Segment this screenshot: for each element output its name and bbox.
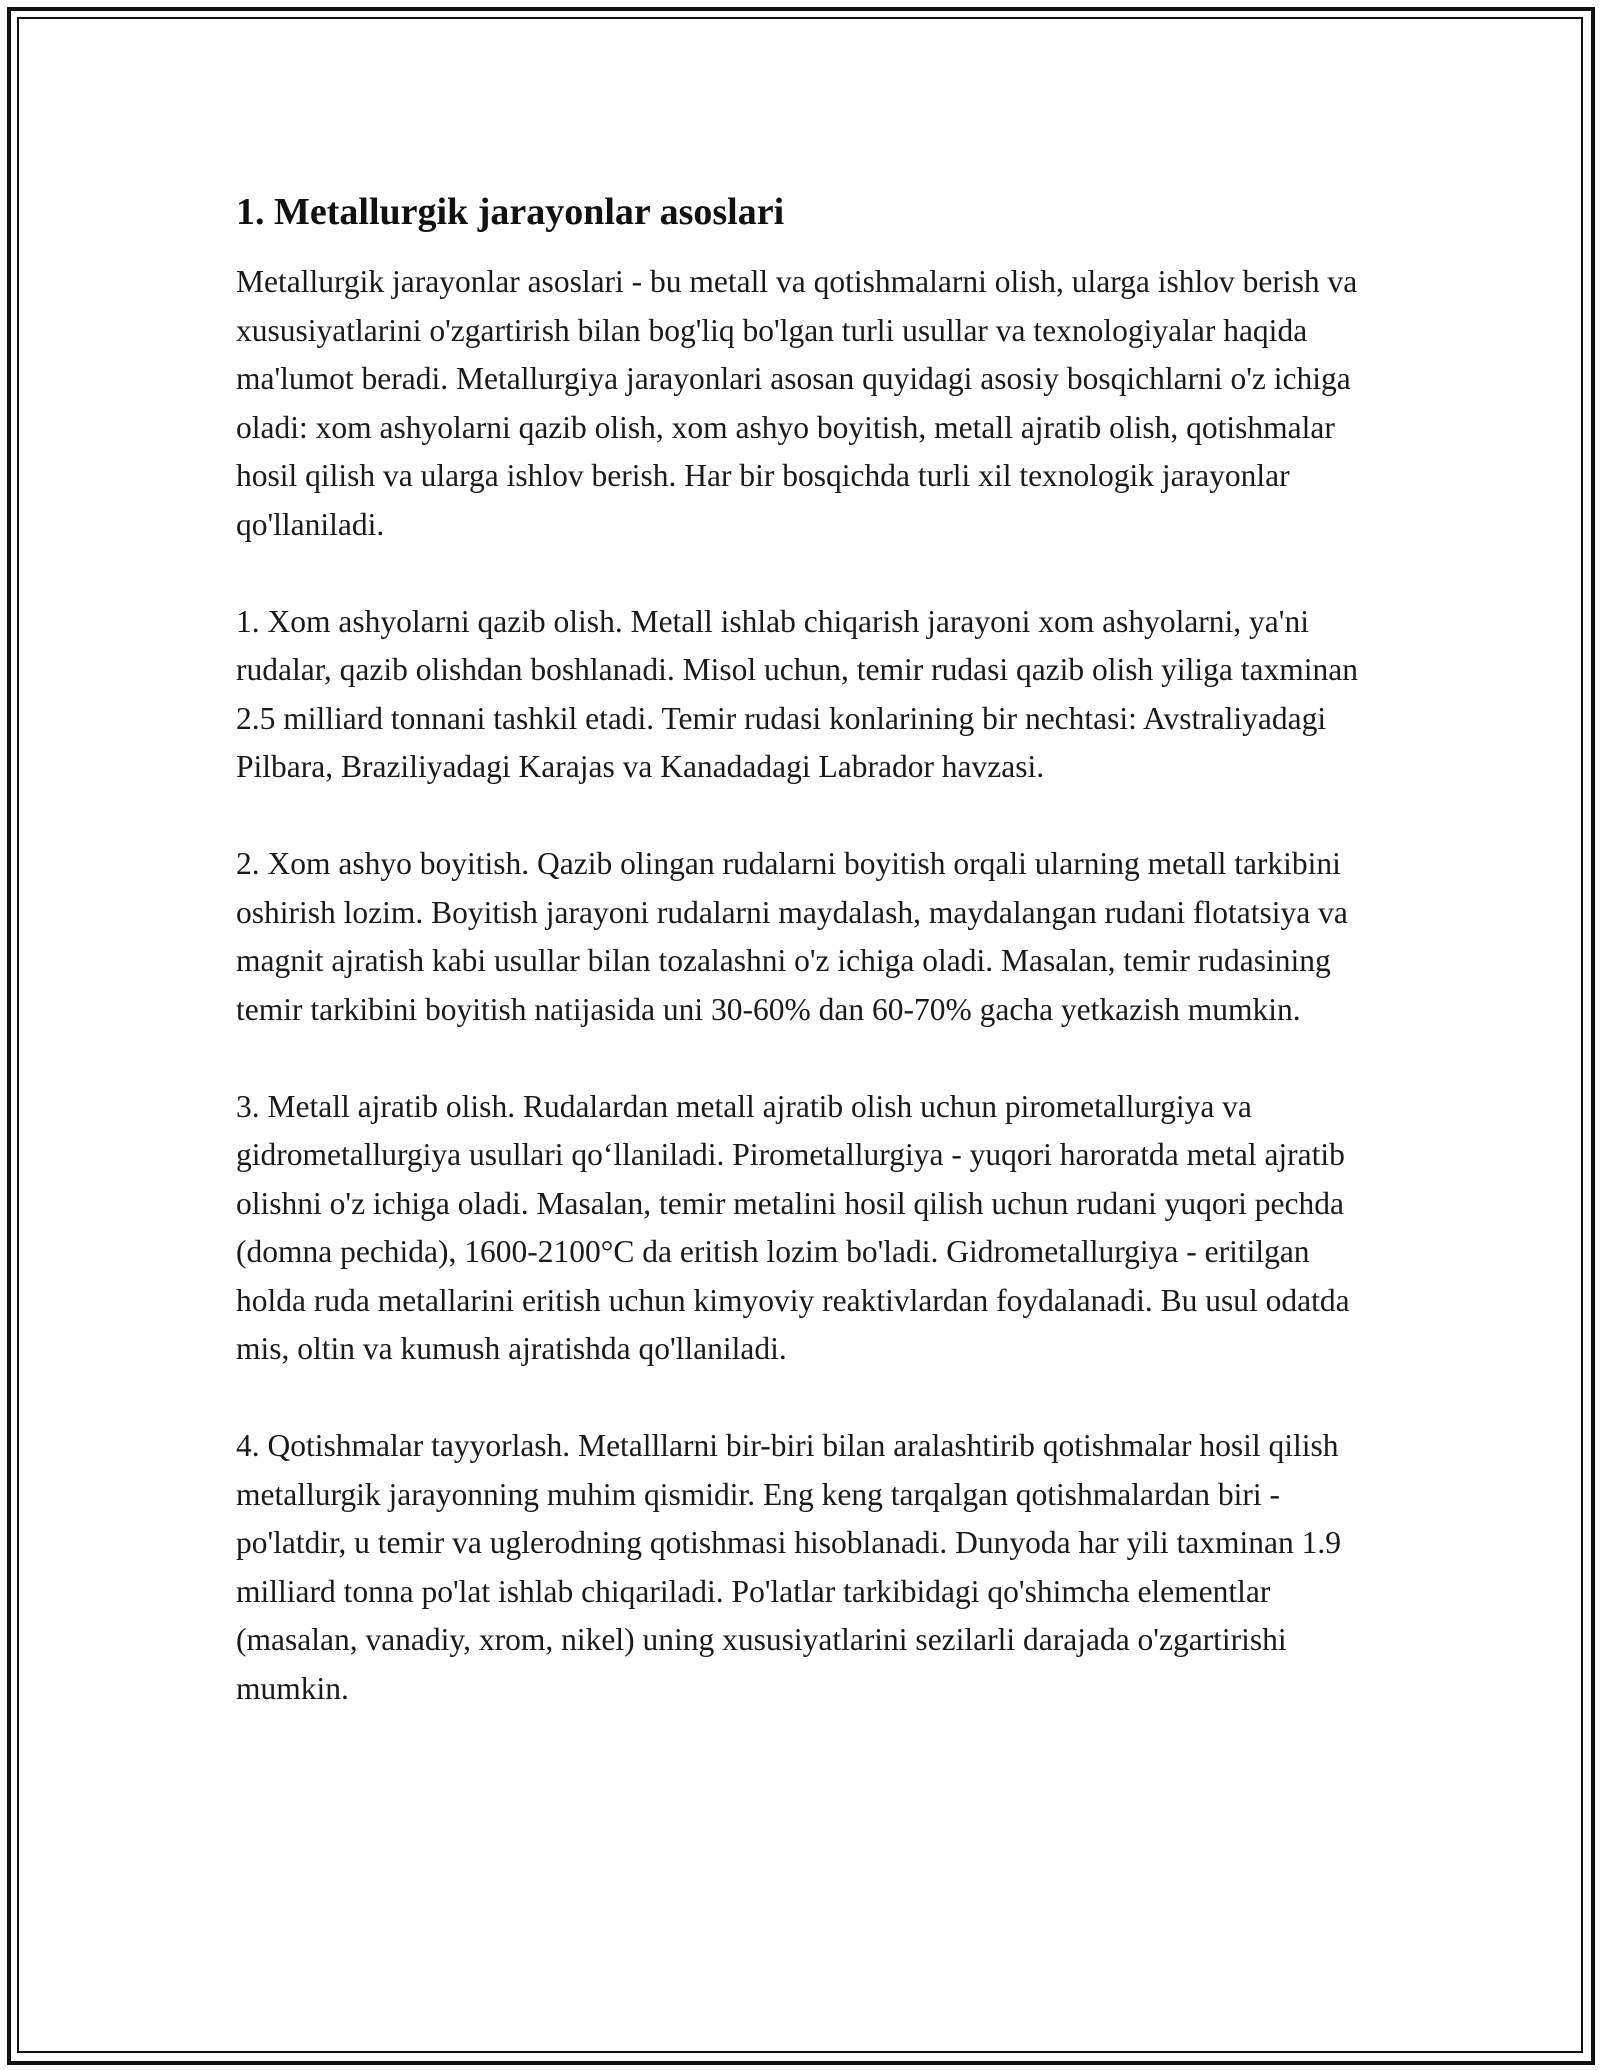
intro-paragraph: Metallurgik jarayonlar asoslari - bu metall va qotishmalarni olish, ularga ishlov berish va xususiyatlarini o'zgartirish bilan bog'liq bo'lgan turli usullar va texnologiyalar haqida ma'lumot beradi. Metallurgiya jarayonlari asosan quyidagi asosiy bosqichlarni o'z ichiga oladi: xom ashyolarni qazib olish, xom ashyo boyitish, metall ajratib olish, qotishmalar hosil qilish va ularga ishlov berish. Har bir bosqichda turli xil texnologik jarayonlar qo'llaniladi. (236, 264, 1358, 542)
document-body (236, 186, 1376, 1762)
section-heading: 1. Metallurgik jarayonlar asoslari (236, 191, 785, 233)
paragraph-raw-material-extraction: 1. Xom ashyolarni qazib olish. Metall ishlab chiqarish jarayoni xom ashyolarni, ya'ni rudalar, qazib olishdan boshlanadi. Misol uchun, temir rudasi qazib olish yiliga taxminan 2.5 milliard tonnani tashkil etadi. Temir rudasi konlarining bir nechtasi: Avstraliyadagi Pilbara, Braziliyadagi Karajas va Kanadadagi Labrador havzasi. (236, 603, 1359, 784)
paragraph-ore-beneficiation: 2. Xom ashyo boyitish. Qazib olingan rudalarni boyitish orqali ularning metall tarkibini oshirish lozim. Boyitish jarayoni rudalarni maydalash, maydalangan rudani flotatsiya va magnit ajratish kabi usullar bilan tozalashni o'z ichiga oladi. Masalan, temir rudasining temir tarkibini boyitish natijasida uni 30-60% dan 60-70% gacha yetkazish mumkin. (236, 846, 1348, 1027)
paragraph-metal-extraction: 3. Metall ajratib olish. Rudalardan metall ajratib olish uchun pirometallurgiya va gidrometallurgiya usullari qo‘llaniladi. Pirometallurgiya - yuqori haroratda metal ajratib olishni o'z ichiga oladi. Masalan, temir metalini hosil qilish uchun rudani yuqori pechda (domna pechida), 1600-2100°C da eritish lozim bo'ladi. Gidrometallurgiya - eritilgan holda ruda metallarini eritish uchun kimyoviy reaktivlardan foydalanadi. Bu usul odatda mis, oltin va kumush ajratishda qo'llaniladi. (236, 1088, 1350, 1366)
paragraph-alloy-preparation: 4. Qotishmalar tayyorlash. Metalllarni bir-biri bilan aralashtirib qotishmalar hosil qilish metallurgik jarayonning muhim qismidir. Eng keng tarqalgan qotishmalardan biri - po'latdir, u temir va uglerodning qotishmasi hisoblanadi. Dunyoda har yili taxminan 1.9 milliard tonna po'lat ishlab chiqariladi. Po'latlar tarkibidagi qo'shimcha elementlar (masalan, vanadiy, xrom, nikel) uning xususiyatlarini sezilarli darajada o'zgartirishi mumkin. (236, 1428, 1341, 1706)
